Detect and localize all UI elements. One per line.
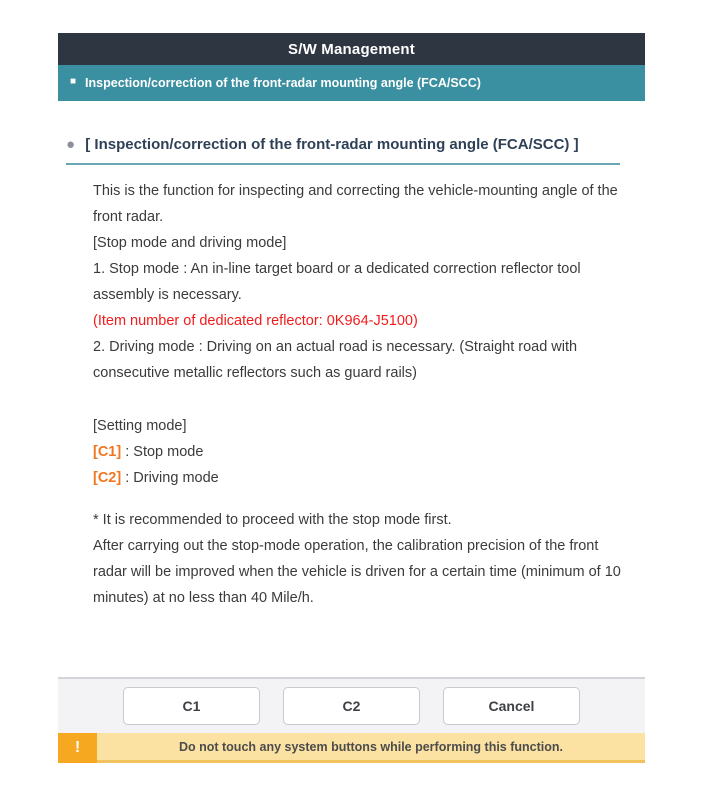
window-titlebar [58, 33, 645, 65]
c1-mode-line [93, 439, 633, 465]
intro-paragraph: This is the function for inspecting and correcting the vehicle-mounting angle of the front radar. [93, 183, 618, 225]
warning-exclamation-icon: ! [58, 733, 97, 763]
setting-mode-block [93, 413, 633, 491]
stop-driving-block [93, 230, 633, 386]
warning-message: Do not touch any system buttons while performing this function. [97, 733, 645, 763]
c1-desc: : Stop mode [121, 444, 204, 460]
reflector-part-number-note: (Item number of dedicated reflector: 0K964-J5100) [93, 313, 418, 329]
section-title-text: [ Inspection/correction of the front-radar mounting angle (FCA/SCC) ] [85, 136, 579, 153]
cancel-button[interactable]: Cancel [443, 687, 580, 725]
recommendation-block [93, 507, 633, 611]
function-subheader [58, 65, 645, 101]
recommendation-line2: After carrying out the stop-mode operation, the calibration precision of the front radar will be improved when the vehicle is driven for a certain time (minimum of 10 minutes) at no less than 40 Mile/h. [93, 538, 621, 606]
stop-driving-heading: [Stop mode and driving mode] [93, 235, 287, 251]
warning-bar [58, 733, 645, 763]
c1-button[interactable]: C1 [123, 687, 260, 725]
c2-button[interactable]: C2 [283, 687, 420, 725]
square-bullet-icon: ■ [70, 76, 77, 87]
stop-mode-item: 1. Stop mode : An in-line target board or a dedicated correction reflector tool assembly is necessary. [93, 261, 581, 303]
function-subheader-label: Inspection/correction of the front-radar mounting angle (FCA/SCC) [85, 76, 481, 90]
window-title: S/W Management [288, 40, 415, 58]
section-title [66, 136, 620, 165]
c1-tag: [C1] [93, 444, 122, 460]
c2-tag: [C2] [93, 470, 122, 486]
action-button-bar [58, 677, 645, 733]
description-body [93, 178, 633, 611]
recommendation-line1: * It is recommended to proceed with the stop mode first. [93, 512, 452, 528]
c2-desc: : Driving mode [121, 470, 219, 486]
c2-mode-line [93, 465, 633, 491]
dot-bullet-icon: ● [66, 136, 76, 153]
setting-mode-heading: [Setting mode] [93, 418, 187, 434]
driving-mode-item: 2. Driving mode : Driving on an actual road is necessary. (Straight road with consecutive metallic reflectors such as guard rails) [93, 339, 578, 381]
